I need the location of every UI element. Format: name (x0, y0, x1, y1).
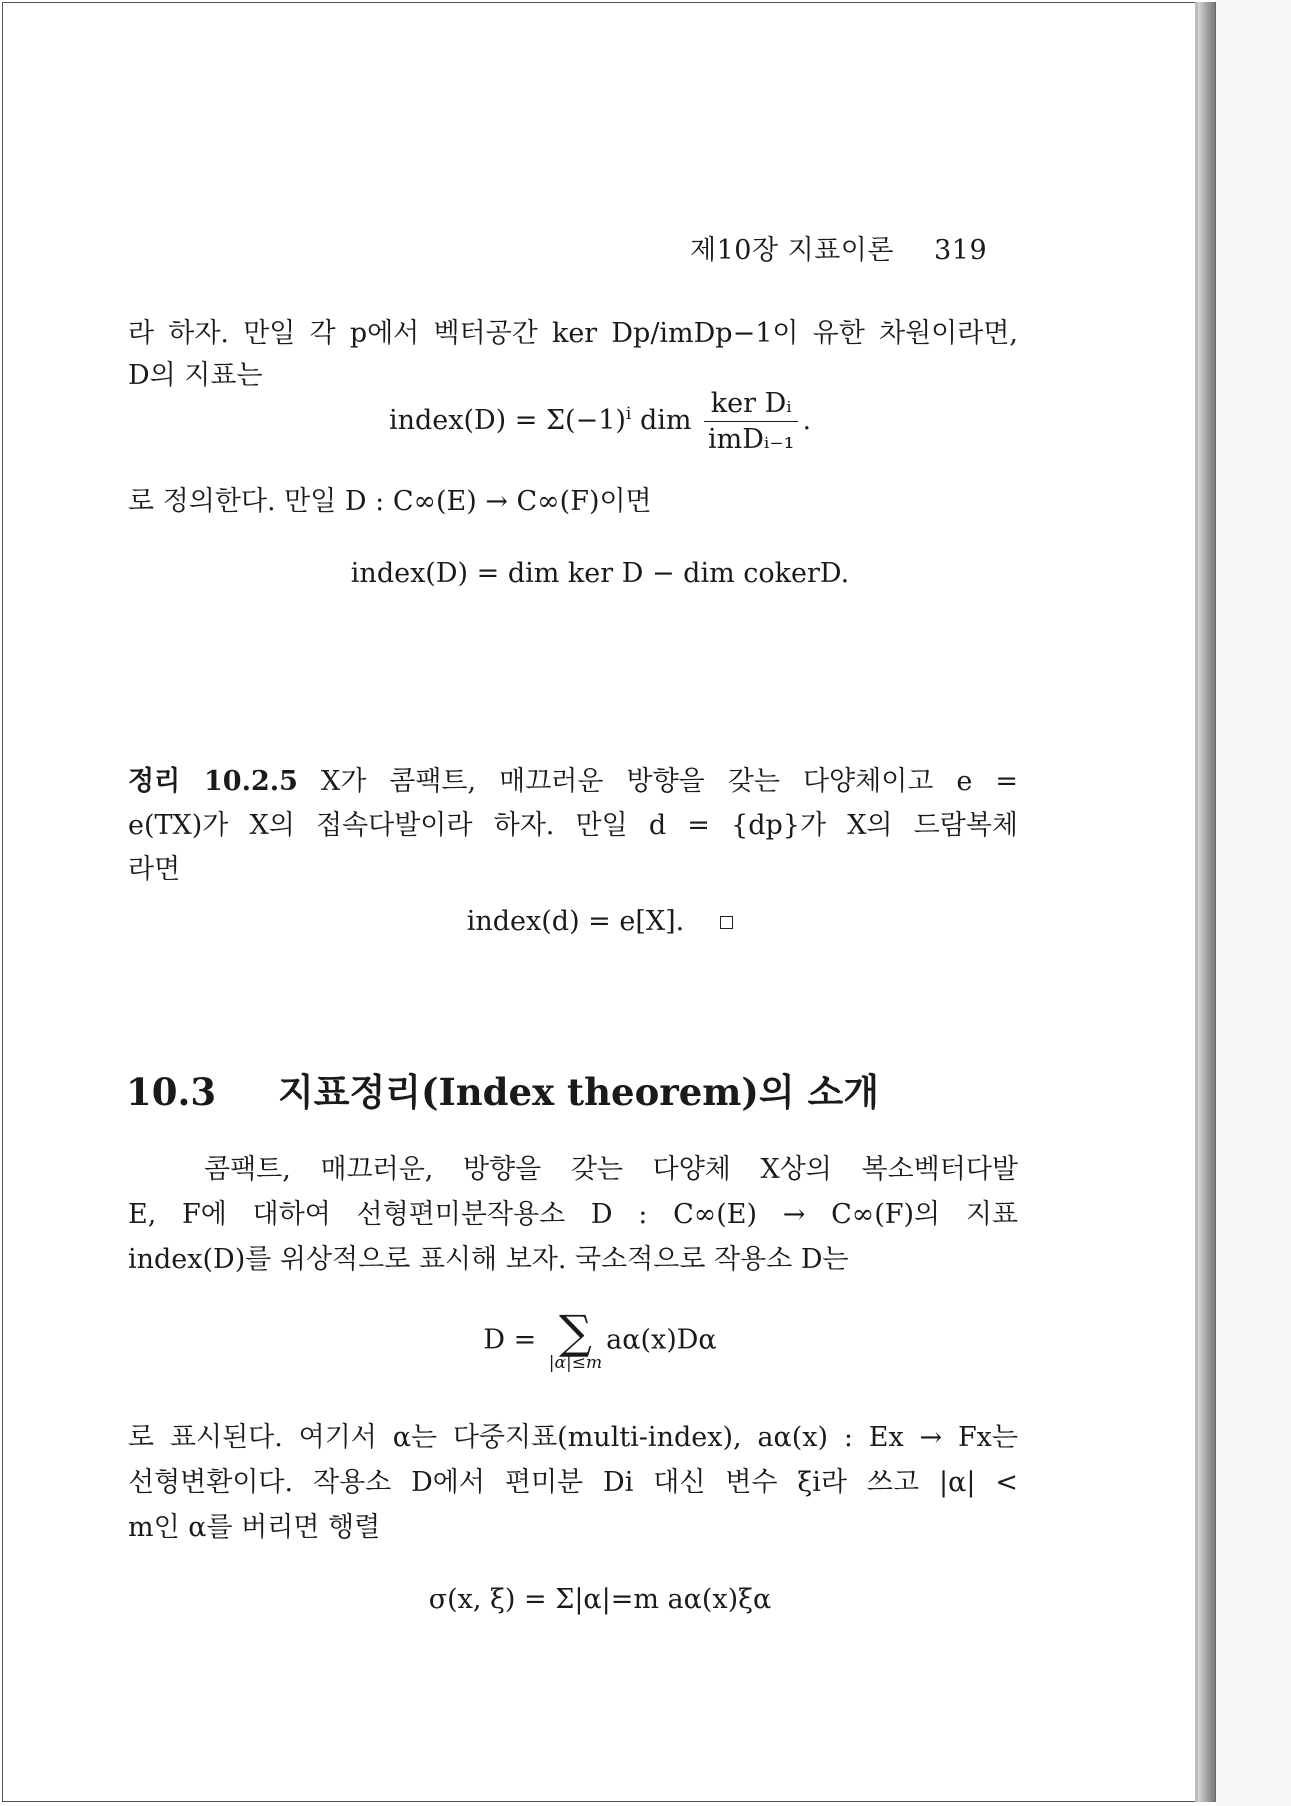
equation-differential-operator (0, 1305, 1200, 1373)
paragraph-1-line-1: 라 하자. 만일 각 p에서 벡터공간 ker Dp/imDp−1이 유한 차원이라면, (128, 318, 1018, 349)
section-title: 지표정리(Index theorem)의 소개 (278, 1070, 880, 1114)
paragraph-3-line-3: index(D)를 위상적으로 표시해 보자. 국소적으로 작용소 D는 (128, 1244, 849, 1275)
eq4-lhs: D = (483, 1324, 545, 1356)
theorem-line-3: 라면 (128, 854, 181, 885)
section-number: 10.3 (126, 1070, 217, 1114)
eq1-numerator: ker Dᵢ (704, 388, 798, 422)
eq1-dim: dim (631, 405, 701, 436)
paragraph-3-line-1: 콤팩트, 매끄러운, 방향을 갖는 다양체 X상의 복소벡터다발 (204, 1154, 1018, 1185)
equation-index-kernel-cokernel: index(D) = dim ker D − dim cokerD. (350, 558, 850, 589)
theorem-label: 정리 10.2.5 (128, 766, 298, 797)
paragraph-4-line-2: 선형변환이다. 작용소 D에서 편미분 Di 대신 변수 ξi라 쓰고 |α| < (128, 1467, 1018, 1498)
equation-principal-symbol: σ(x, ξ) = Σ|α|=m aα(x)ξα (428, 1584, 772, 1615)
equation-de-rham-index (0, 906, 1200, 937)
theorem-line-1 (128, 764, 1018, 800)
eq1-denominator: imDᵢ₋₁ (708, 424, 795, 455)
qed-square-icon (720, 916, 733, 929)
paragraph-4-line-3: m인 α를 버리면 행렬 (128, 1512, 381, 1543)
equation-index-alternating-sum (0, 388, 1200, 455)
theorem-line-2: e(TX)가 X의 접속다발이라 하자. 만일 d = {dp}가 X의 드람복체 (128, 810, 1018, 841)
chapter-title: 제10장 지표이론 (690, 235, 894, 266)
running-header (690, 228, 987, 267)
eq1-lhs: index(D) = Σ(−1) (388, 405, 626, 436)
theorem-text-1: X가 콤팩트, 매끄러운 방향을 갖는 다양체이고 e = (297, 766, 1018, 797)
summation-symbol: ∑ |α|≤m (548, 1305, 603, 1373)
page-number: 319 (934, 235, 988, 266)
section-heading (126, 1062, 879, 1116)
eq1-fraction (704, 388, 798, 455)
book-spine-edge (1198, 2, 1216, 1802)
eq1-period: . (802, 405, 812, 436)
background-margin (1216, 0, 1291, 1806)
paragraph-4-line-1: 로 표시된다. 여기서 α는 다중지표(multi-index), aα(x) : Ex → Fx는 (128, 1422, 1018, 1453)
eq4-rhs: aα(x)Dα (606, 1324, 717, 1356)
paragraph-1-line-2: D의 지표는 (128, 360, 263, 391)
summation-index: |α|≤m (548, 1353, 603, 1373)
paragraph-3-line-2: E, F에 대하여 선형편미분작용소 D : C∞(E) → C∞(F)의 지표 (128, 1199, 1018, 1230)
eq1-exponent: i (625, 404, 632, 424)
paragraph-2-line-1: 로 정의한다. 만일 D : C∞(E) → C∞(F)이면 (128, 486, 652, 517)
eq3-text: index(d) = e[X]. (466, 906, 685, 937)
